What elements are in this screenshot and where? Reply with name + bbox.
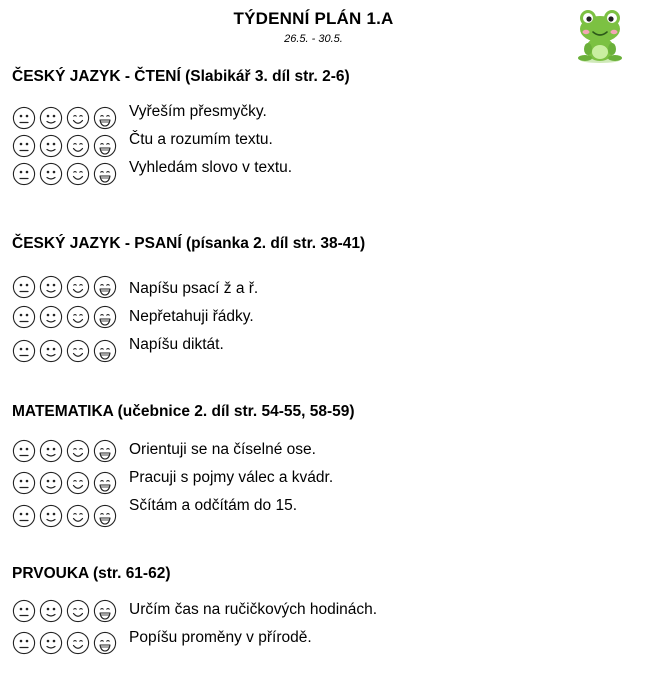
slight-smile-face-icon <box>39 599 63 623</box>
slight-smile-face-icon <box>39 134 63 158</box>
section-cesky-jazyk-psani <box>12 233 632 255</box>
page-title: TÝDENNÍ PLÁN 1.A <box>233 9 394 28</box>
task-text: Popíšu proměny v přírodě. <box>129 629 312 646</box>
rating-faces <box>12 273 118 299</box>
slight-smile-face-icon <box>39 631 63 655</box>
rating-faces <box>12 337 118 363</box>
smile-face-icon <box>66 106 90 130</box>
task-row <box>12 597 632 623</box>
rating-faces <box>12 303 118 329</box>
task-text: Napíšu psací ž a ř. <box>129 280 259 297</box>
task-row <box>12 104 632 130</box>
date-range: 26.5. - 30.5. <box>284 33 343 45</box>
task-row <box>12 469 632 495</box>
rating-faces <box>12 160 118 186</box>
task-row <box>12 303 632 329</box>
smile-face-icon <box>66 162 90 186</box>
task-row <box>12 160 632 186</box>
neutral-face-icon <box>12 106 36 130</box>
smile-face-icon <box>66 504 90 528</box>
task-text: Nepřetahuji řádky. <box>129 308 254 325</box>
rating-faces <box>12 597 118 623</box>
grin-face-icon <box>93 504 117 528</box>
task-row <box>12 497 632 528</box>
slight-smile-face-icon <box>39 504 63 528</box>
smile-face-icon <box>66 134 90 158</box>
grin-face-icon <box>93 631 117 655</box>
section-cesky-jazyk-cteni <box>12 66 632 88</box>
slight-smile-face-icon <box>39 305 63 329</box>
smile-face-icon <box>66 339 90 363</box>
smile-face-icon <box>66 275 90 299</box>
rating-faces <box>12 469 118 495</box>
neutral-face-icon <box>12 471 36 495</box>
section-title: ČESKÝ JAZYK - ČTENÍ (Slabikář 3. díl str. 2-6) <box>12 68 350 85</box>
section-title: PRVOUKA (str. 61-62) <box>12 565 171 582</box>
section-title: ČESKÝ JAZYK - PSANÍ (písanka 2. díl str. 38-41) <box>12 235 366 252</box>
task-row <box>12 132 632 158</box>
task-row <box>12 629 632 655</box>
task-text: Určím čas na ručičkových hodinách. <box>129 601 378 618</box>
smile-face-icon <box>66 599 90 623</box>
task-row <box>12 437 632 463</box>
neutral-face-icon <box>12 439 36 463</box>
neutral-face-icon <box>12 339 36 363</box>
smile-face-icon <box>66 471 90 495</box>
grin-face-icon <box>93 599 117 623</box>
grin-face-icon <box>93 134 117 158</box>
slight-smile-face-icon <box>39 439 63 463</box>
grin-face-icon <box>93 106 117 130</box>
grin-face-icon <box>93 339 117 363</box>
rating-faces <box>12 502 118 528</box>
smile-face-icon <box>66 631 90 655</box>
neutral-face-icon <box>12 504 36 528</box>
task-text: Vyřeším přesmyčky. <box>129 103 267 120</box>
rating-faces <box>12 629 118 655</box>
rating-faces <box>12 437 118 463</box>
slight-smile-face-icon <box>39 471 63 495</box>
grin-face-icon <box>93 439 117 463</box>
neutral-face-icon <box>12 134 36 158</box>
task-text: Čtu a rozumím textu. <box>129 131 273 148</box>
task-text: Vyhledám slovo v textu. <box>129 159 293 176</box>
neutral-face-icon <box>12 631 36 655</box>
slight-smile-face-icon <box>39 275 63 299</box>
smile-face-icon <box>66 305 90 329</box>
slight-smile-face-icon <box>39 106 63 130</box>
slight-smile-face-icon <box>39 162 63 186</box>
section-prvouka <box>12 563 632 585</box>
neutral-face-icon <box>12 305 36 329</box>
task-text: Pracuji s pojmy válec a kvádr. <box>129 469 334 486</box>
task-row <box>12 337 632 363</box>
section-matematika <box>12 401 632 423</box>
neutral-face-icon <box>12 162 36 186</box>
task-text: Napíšu diktát. <box>129 336 224 353</box>
slight-smile-face-icon <box>39 339 63 363</box>
grin-face-icon <box>93 305 117 329</box>
grin-face-icon <box>93 162 117 186</box>
smile-face-icon <box>66 439 90 463</box>
grin-face-icon <box>93 471 117 495</box>
section-title: MATEMATIKA (učebnice 2. díl str. 54-55, 58-59) <box>12 403 355 420</box>
neutral-face-icon <box>12 275 36 299</box>
frog-icon <box>573 5 627 65</box>
task-row <box>12 273 632 299</box>
task-text: Sčítám a odčítám do 15. <box>129 497 298 514</box>
rating-faces <box>12 132 118 158</box>
neutral-face-icon <box>12 599 36 623</box>
grin-face-icon <box>93 275 117 299</box>
rating-faces <box>12 104 118 130</box>
task-text: Orientuji se na číselné ose. <box>129 441 316 458</box>
